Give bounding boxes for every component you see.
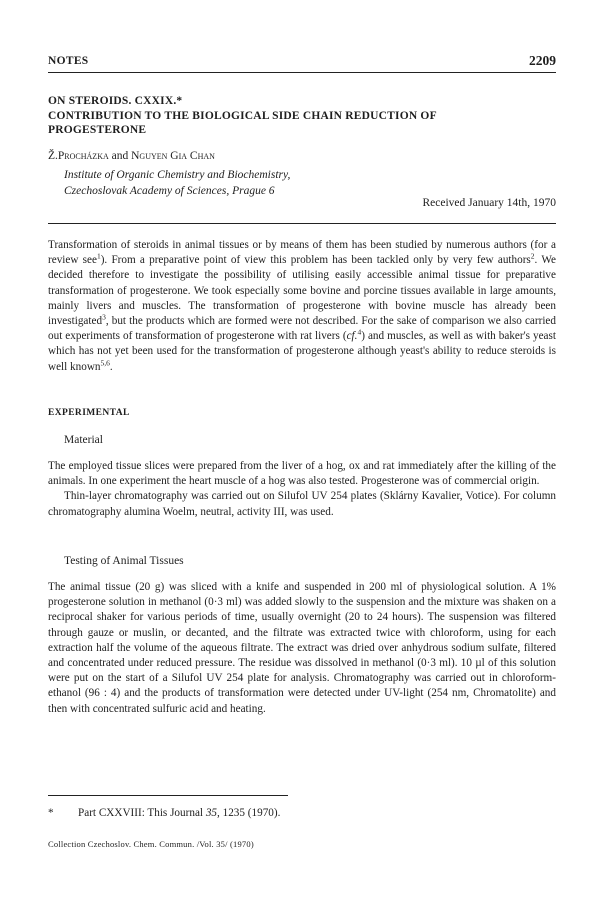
ref-5-6: 5,6: [100, 357, 110, 367]
cf-abbrev: cf.: [346, 330, 358, 343]
footnote-volume: 35,: [205, 807, 220, 819]
testing-section: [48, 580, 556, 717]
intro-text-3: . We decided therefore to investigate the possibility of utilising easily accessible animal tissue for preparative transformation of progesterone. We took especially some bovine and porcine tissues available in large amounts, mainly livers and muscles. The transformation of progesterone with bovine muscle has already been investigated: [48, 254, 556, 328]
author-conjunction: and: [108, 150, 132, 162]
header-rule: [48, 72, 556, 73]
author1-initial: Ž.: [48, 150, 58, 162]
intro-text-5: ) and muscles, as well as with baker's yeast which has not yet been used for the transformation of progesterone although yeast's ability to reduce steroids is well known: [48, 330, 556, 373]
footnote-rule: [48, 795, 288, 796]
article-subtitle: CONTRIBUTION TO THE BIOLOGICAL SIDE CHAIN REDUCTION OF PROGESTERONE: [48, 110, 437, 136]
intro-text-1: Transformation of steroids in animal tissues or by means of them has been studied by numerous authors (for a review see: [48, 239, 556, 267]
intro-text-2: ). From a preparative point of view this problem has been tackled only by very few authors: [100, 254, 531, 267]
author-line: [48, 150, 215, 162]
material-section: [48, 459, 556, 520]
footnote-text: Part CXXVIII: This Journal: [78, 807, 206, 819]
affiliation-line-2: Czechoslovak Academy of Sciences, Prague 6: [64, 185, 275, 197]
section-heading-experimental: EXPERIMENTAL: [48, 408, 130, 418]
ref-2: 2: [530, 251, 535, 261]
page-number: 2209: [529, 53, 556, 68]
author1-name: Procházka: [57, 150, 109, 162]
article-title: ON STEROIDS. CXXIX.*: [48, 95, 183, 107]
subheading-testing: Testing of Animal Tissues: [64, 555, 184, 567]
received-date: Received January 14th, 1970: [422, 197, 556, 209]
subheading-material: Material: [64, 434, 103, 446]
affiliation: [64, 167, 290, 199]
title-rule: [48, 223, 556, 224]
footnote: [48, 807, 280, 819]
affiliation-line-1: Institute of Organic Chemistry and Biochemistry,: [64, 169, 291, 181]
footnote-text-end: 1235 (1970).: [219, 807, 281, 819]
testing-paragraph: The animal tissue (20 g) was sliced with a knife and suspended in 200 ml of physiological solution. A 1% progesterone solution in methanol (0·3 ml) was added slowly to the suspension and the mixture was shaken on a reciprocal shaker for various periods of time, usually overnight (20 to 24 hours). The suspension was filtered through gauze or muslin, or decanted, and the filtrate was extracted twice with chloroform, using for each extraction half the volume of the aqueous filtrate. The extract was dried over anhydrous sodium sulfate, filtered and concentrated under reduced pressure. The residue was dissolved in methanol (0·3 ml). 10 µl of this solution were put on the start of a Silufol UV 254 plate for analysis. Chromatography was carried out in chloroform-ethanol (96 : 4) and the products of transformation were detected under UV-light (254 nm, Chromatolite) and then with concentrated sulfuric acid and heating.: [48, 581, 556, 715]
intro-text-4: , but the products which are formed were not described. For the sake of comparison we also carried out experiments of transformation of progesterone with rat livers (: [48, 315, 556, 343]
ref-1: 1: [96, 251, 101, 261]
running-header-section: NOTES: [48, 55, 89, 67]
journal-footer: Collection Czechoslov. Chem. Commun. /Vol. 35/ (1970): [48, 839, 254, 849]
intro-paragraph: [48, 238, 556, 375]
ref-4: 4: [357, 327, 362, 337]
intro-text-6: .: [109, 360, 113, 373]
footnote-mark: *: [48, 807, 54, 819]
author2-name: Nguyen Gia Chan: [131, 150, 215, 162]
ref-3: 3: [102, 312, 106, 322]
material-paragraph-1: The employed tissue slices were prepared from the liver of a hog, ox and rat immediately after the killing of the animals. In one experiment the heart muscle of a hog was also tested. Progesterone was of commercial origin.: [48, 460, 556, 488]
material-paragraph-2: Thin-layer chromatography was carried out on Silufol UV 254 plates (Sklárny Kavalier, Votice). For column chromatography alumina Woelm, neutral, activity III, was used.: [48, 490, 556, 518]
